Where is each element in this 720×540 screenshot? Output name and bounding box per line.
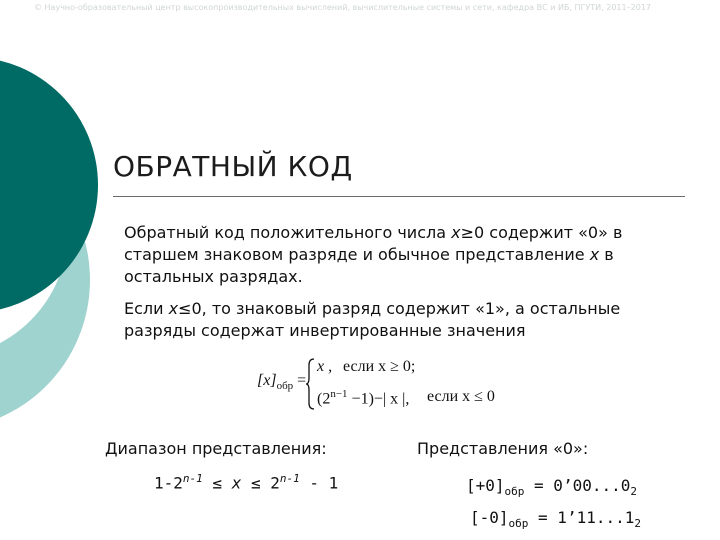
p2-text-b: ≤0, то знаковый разряд содержит «1», а остальные разряды содержат инвертированные значения [124,299,621,340]
formula-row2-expr: $(2^{n-1} -1)-|$ x |, [317,388,410,408]
p1-var-x2: x [589,245,600,264]
formula-block [255,352,525,414]
p1-text-b: ≥0 содержит «0» в старшем знаковом разряде и обычное представление [124,223,623,264]
p2-text-a: Если [124,299,169,318]
formula-lhs: $[x]_{обр}$ = [257,372,307,393]
minus-zero-expression: $[-0]_{обр}$ = $1’11...1_2$ [470,508,641,531]
range-label: Диапазон представления: [105,439,327,458]
title-divider [113,196,685,197]
p1-var-x: x [451,223,461,242]
brace-icon [305,358,315,410]
p2-var-x: x [168,299,179,318]
formula-row1-cond: если x ≥ 0; [343,358,416,375]
paragraph-negative [124,298,694,342]
range-expression: $1-2^{n-1} \le x \le 2^{n-1} - 1$ [154,472,339,493]
copyright-text: © Научно-образовательный центр высокопроизводительных вычислений, вычислительные системы и сети, кафедра ВС и ИБ, ПГУТИ, 2011–2017 [34,3,651,12]
paragraph-positive [124,222,694,288]
p1-text-c: в остальных разрядах. [124,245,614,286]
zero-label: Представления «0»: [417,439,589,458]
plus-zero-expression: $[+0]_{обр}$ = $0’00...0_2$ [466,476,637,499]
slide-title: ОБРАТНЫЙ КОД [113,150,353,183]
p1-text-a: Обратный код положительного числа [124,223,452,242]
formula-row2-cond: если x ≤ 0 [427,388,495,405]
formula-row1-expr: x , [317,358,333,375]
decorative-circles [0,0,120,540]
